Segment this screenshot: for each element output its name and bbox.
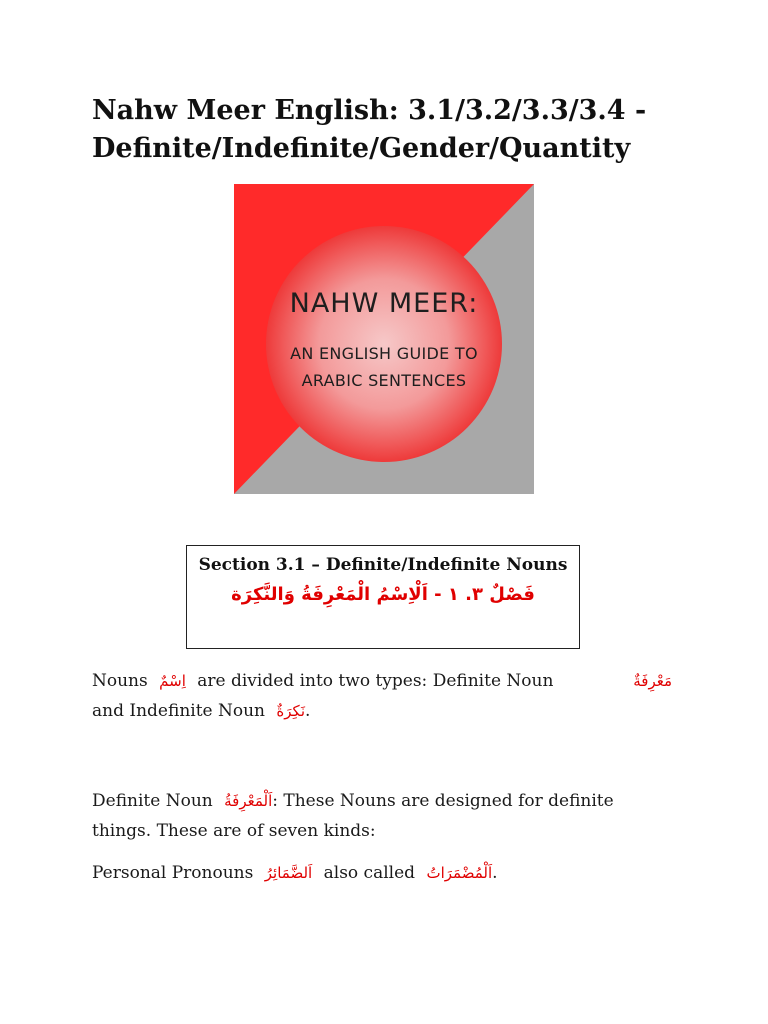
p3-period: . [492,863,498,883]
p1-arabic-marifa: مَعْرِفَةٌ [633,672,672,690]
p1-period: . [305,701,311,721]
p1-text-divided: are divided into two types: Definite Noun [197,671,554,691]
cover-graphic [234,184,534,494]
p1-text-nouns: Nouns [92,671,148,691]
cover-title: NAHW MEER: [289,288,479,319]
book-cover-image [234,184,534,494]
p1-text-indefinite: and Indefinite Noun [92,701,266,721]
section-heading-box [186,545,580,649]
paragraph-personal-pronouns [92,858,672,888]
p3-text-pronouns: Personal Pronouns [92,863,254,883]
p1-arabic-ism: اِسْمٌ [159,672,186,690]
p2-text-description: : These Nouns are designed for definite things. These are of seven kinds: [92,791,614,841]
p3-text-also-called: also called [323,863,416,883]
cover-subtitle-line1: AN ENGLISH GUIDE TO [290,344,478,363]
paragraph-definite-noun [92,786,672,846]
section-title: Section 3.1 – Definite/Indefinite Nouns [198,555,568,575]
paragraph-noun-types [92,666,672,726]
section-arabic-title: فَصْلٌ ٣. ١ - اَلْاِسْمُ الْمَعْرِفَةُ وَالنَّكِرَة [231,584,535,605]
p3-arabic-damair: اَلضَّمَائِرُ [264,864,313,882]
p3-arabic-mudmarat: اَلْمُضْمَرَاتُ [426,864,493,882]
p2-arabic-almarifa: اَلْمَعْرِفَةُ [224,792,273,810]
cover-subtitle-line2: ARABIC SENTENCES [301,371,467,390]
p2-text-definite: Definite Noun [92,791,213,811]
p1-arabic-nakira: نَكِرَةٌ [276,702,306,720]
document-title: Nahw Meer English: 3.1/3.2/3.3/3.4 - Definite/Indefinite/Gender/Quantity [92,95,647,164]
